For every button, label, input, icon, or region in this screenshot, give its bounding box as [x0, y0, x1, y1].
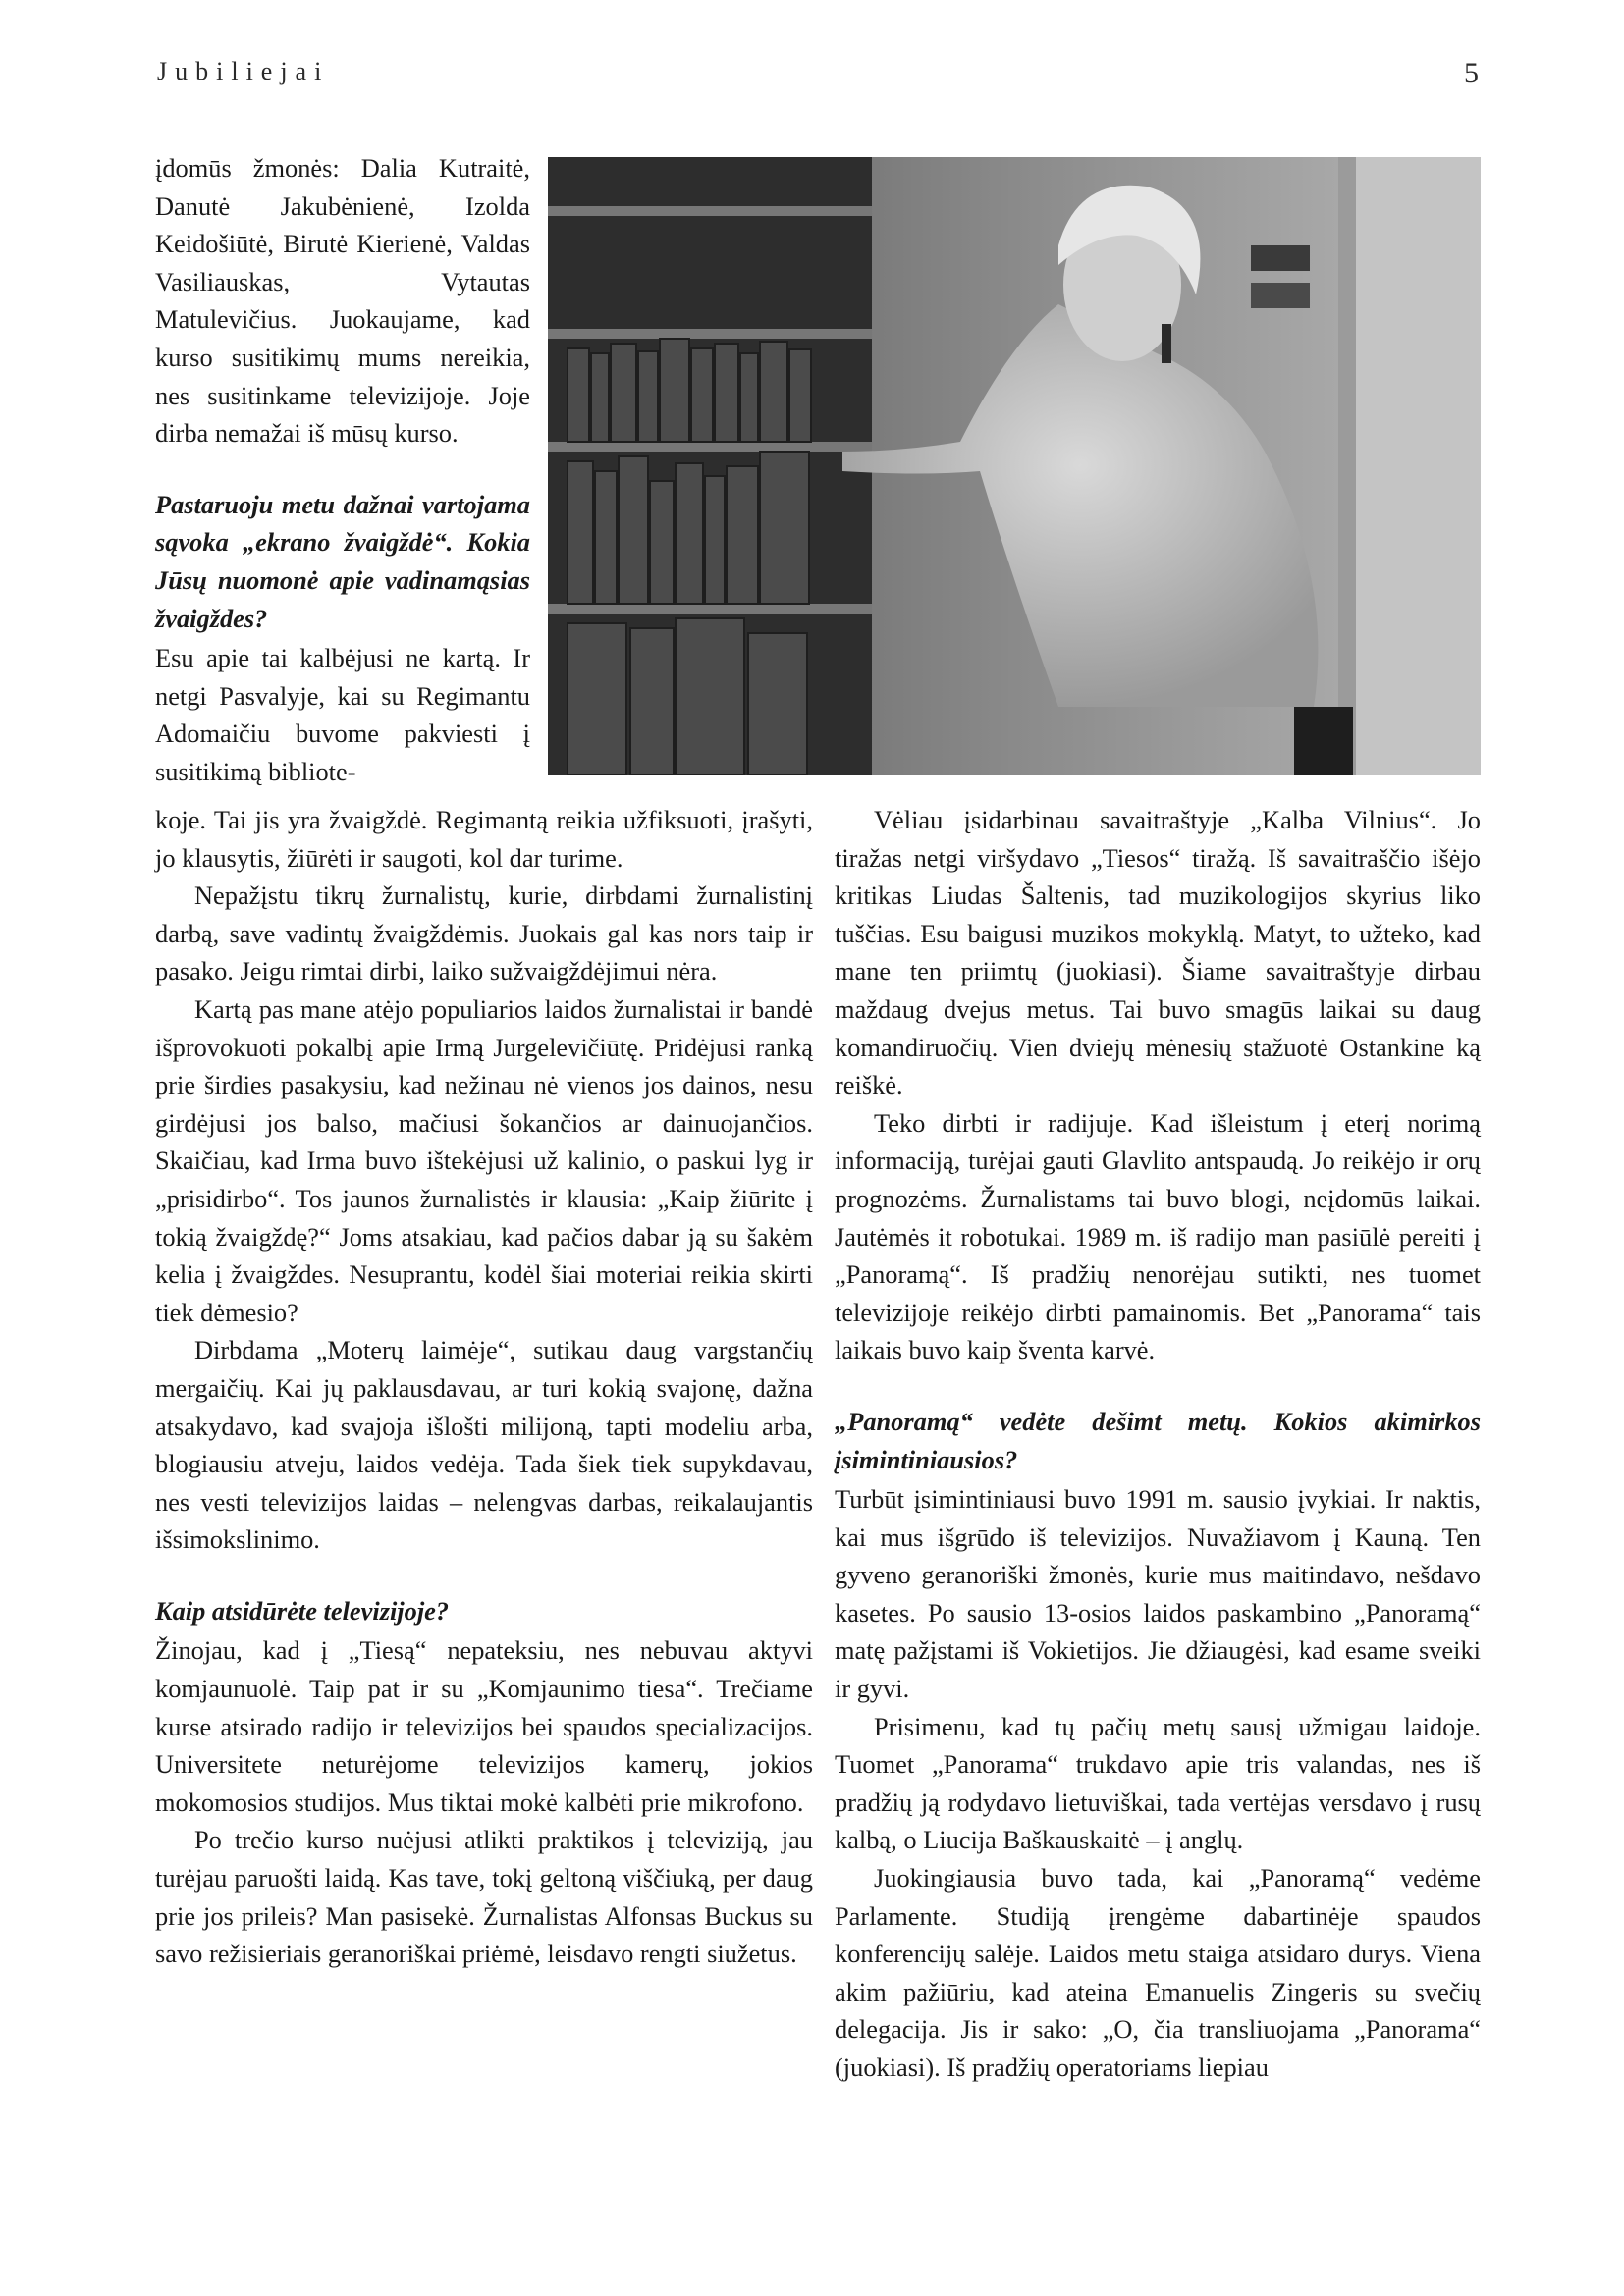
paragraph: Vėliau įsidarbinau savaitraštyje „Kalba Vilnius“. Jo tiražas netgi viršydavo „Tiesos“ tiražą. Iš savaitraščio išėjo kritikas Liudas Šaltenis, tad muzikologijos skyrius liko tuščias. Esu baigusi muzikos mokyklą. Matyt, to užteko, kad mane ten priimtų (juokiasi). Šiame savaitraštyje dirbau maždaug dvejus metus. Tai buvo smagūs laikai su daug komandiruočių. Vien dviejų mėnesių stažuotė Ostankine ką reiškė. — [835, 805, 1481, 1100]
paragraph: Teko dirbti ir radijuje. Kad išleistum į eterį norimą informaciją, turėjai gauti Glavlito antspaudą. Jo reikėjo ir orų prognozėms. Žurnalistams tai buvo blogi, neįdomūs laikai. Jautėmės it robotukai. 1989 m. iš radijo man pasiūlė pereiti į „Panoramą“. Iš pradžių nenorėjau sutikti, nes tuomet televizijoje reikėjo dirbti pamainomis. Bet „Panorama“ tais laikais buvo kaip šventa karvė. — [835, 1107, 1481, 1365]
right-column — [835, 801, 1481, 2087]
paragraph: Dirbdama „Moterų laimėje“, sutikau daug vargstančių mergaičių. Kai jų paklausdavau, ar turi kokią svajonę, dažna atsakydavo, kad svajoja išlošti milijoną, tapti modeliu arba, blogiausiu atveju, laidos vedėja. Tada šiek tiek supykdavau, nes vesti televizijos laidas – nelengvas darbas, reikalaujantis išsimokslinimo. — [155, 1335, 813, 1555]
interview-question: Pastaruoju metu dažnai vartojama sąvoka „ekrano žvaigždė“. Kokia Jūsų nuomonė apie vadinamąsias žvaigždes? — [155, 489, 530, 633]
paragraph: Po trečio kurso nuėjusi atlikti praktikos į televiziją, jau turėjau paruošti laidą. Kas tave, tokį geltoną viščiuką, per daug prie jos prileis? Man pasisekė. Žurnalistas Alfonsas Buckus su savo režisieriais geranoriškai priėmė, leisdavo rengti siužetus. — [155, 1825, 813, 1969]
photo-woman-at-bookshelf — [548, 157, 1481, 775]
left-column — [155, 801, 813, 1973]
paragraph: Turbūt įsimintiniausi buvo 1991 m. sausio įvykiai. Ir naktis, kai mus išgrūdo iš televizijos. Nuvažiavom į Kauną. Ten gyveno geranoriški žmonės, kurie mus maitindavo, nešdavo kasetes. Po sausio 13-osios laidos paskambino „Panoramą“ matę pažįstami iš Vokietijos. Jie džiaugėsi, kad esame sveiki ir gyvi. — [835, 1484, 1481, 1704]
paragraph: įdomūs žmonės: Dalia Kutraitė, Danutė Jakubėnienė, Izolda Keidošiūtė, Birutė Kierienė, Valdas Vasiliauskas, Vytautas Matulevičius. Juokaujame, kad kurso susitikimų mums nereikia, nes susitinkame televizijoje. Joje dirba nemažai iš mūsų kurso. — [155, 153, 530, 449]
paragraph: Žinojau, kad į „Tiesą“ nepateksiu, nes nebuvau aktyvi komjaunuolė. Taip pat ir su „Komjaunimo tiesa“. Trečiame kurse atsirado radijo ir televizijos bei spaudos specializacijos. Universitete neturėjome televizijos kamerų, jokios mokomosios studijos. Mus tiktai mokė kalbėti prie mikrofono. — [155, 1635, 813, 1817]
interview-question: „Panoramą“ vedėte dešimt metų. Kokios akimirkos įsimintiniausios? — [835, 1406, 1481, 1474]
interview-question: Kaip atsidūrėte televizijoje? — [155, 1595, 450, 1626]
paragraph: Nepažįstu tikrų žurnalistų, kurie, dirbdami žurnalistinį darbą, save vadintų žvaigždėmis. Juokais gal kas nors taip ir pasako. Jeigu rimtai dirbi, laiko sužvaigždėjimui nėra. — [155, 881, 813, 987]
narrow-column — [155, 149, 530, 791]
paragraph: Prisimenu, kad tų pačių metų sausį užmigau laidoje. Tuomet „Panorama“ trukdavo apie tris valandas, nes iš pradžių ją rodydavo lietuviškai, tada vertėjas versdavo į rusų kalbą, o Liucija Baškauskaitė – į anglų. — [835, 1711, 1481, 1855]
running-head: Jubiliejai — [157, 57, 330, 85]
paragraph: Esu apie tai kalbėjusi ne kartą. Ir netgi Pasvalyje, kai su Regimantu Adomaičiu buvome pakviesti į susitikimą bibliote- — [155, 643, 530, 786]
paragraph: koje. Tai jis yra žvaigždė. Regimantą reikia užfiksuoti, įrašyti, jo klausytis, žiūrėti ir saugoti, kol dar turime. — [155, 805, 813, 873]
page-number: 5 — [1464, 57, 1479, 89]
paragraph: Juokingiausia buvo tada, kai „Panoramą“ vedėme Parlamente. Studiją įrengėme dabartinėje spaudos konferencijų salėje. Laidos metu staiga atsidaro durys. Viena akim pažiūriu, kad ateina Emanuelis Zingeris su svečių delegacija. Jis ir sako: „O, čia transliuojama „Panorama“ (juokiasi). Iš pradžių operatoriams liepiau — [835, 1863, 1481, 2082]
paragraph: Kartą pas mane atėjo populiarios laidos žurnalistai ir bandė išprovokuoti pokalbį apie Irmą Jurgelevičiūtę. Pridėjusi ranką prie širdies pasakysiu, kad nežinau nė vienos jos dainos, nesu girdėjusi jos balso, mačiusi šokančios ar dainuojančios. Skaičiau, kad Irma buvo ištekėjusi už kalinio, o paskui lyg ir „prisidirbo“. Tos jaunos žurnalistės ir klausia: „Kaip žiūrite į tokią žvaigždę?“ Joms atsakiau, kad pačios dabar ją su šakėm kelia į žvaigždes. Nesuprantu, kodėl šiai moteriai reikia skirti tiek dėmesio? — [155, 993, 813, 1327]
